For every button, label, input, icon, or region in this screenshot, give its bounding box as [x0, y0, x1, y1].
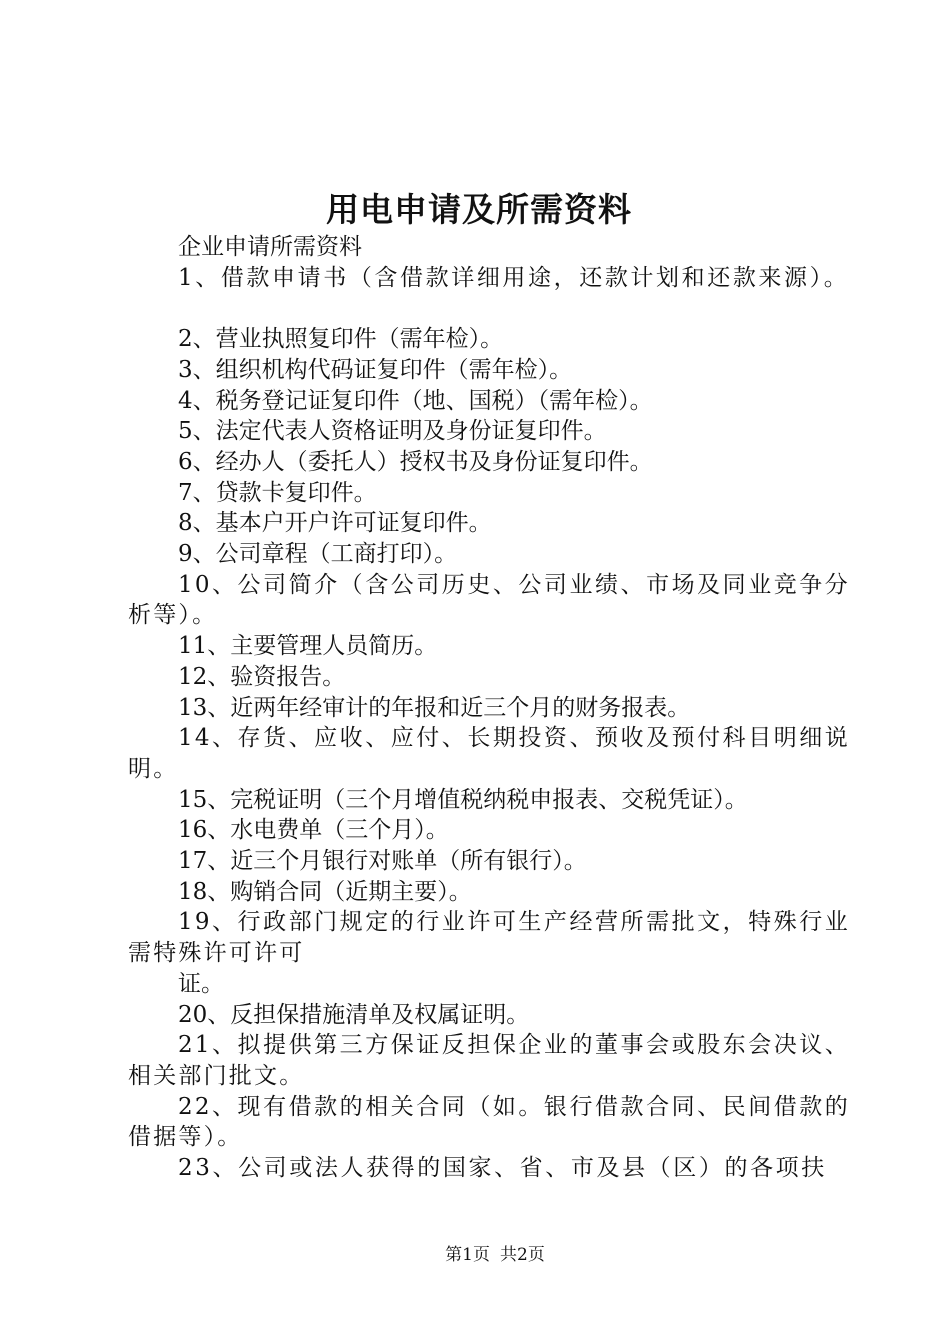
list-item: 21、拟提供第三方保证反担保企业的董事会或股东会决议、相关部门批文。	[128, 1032, 850, 1089]
list-item: 14、存货、应收、应付、长期投资、预收及预付科目明细说明。	[128, 725, 850, 782]
list-item: 1、借款申请书（含借款详细用途，还款计划和还款来源）。	[178, 264, 850, 291]
page-number: 第1页	[445, 1245, 490, 1265]
list-item: 13、近两年经审计的年报和近三个月的财务报表。	[178, 694, 691, 721]
list-item: 22、现有借款的相关合同（如。银行借款合同、民间借款的借据等）。	[128, 1093, 850, 1151]
list-item: 11、主要管理人员简历。	[178, 633, 438, 660]
list-item: 8、基本户开户许可证复印件。	[178, 510, 492, 537]
list-item: 5、法定代表人资格证明及身份证复印件。	[178, 418, 607, 445]
document-title: 用电申请及所需资料	[326, 190, 632, 229]
page-footer	[0, 1243, 950, 1267]
list-item: 6、经办人（委托人）授权书及身份证复印件。	[178, 448, 653, 475]
list-item: 17、近三个月银行对账单（所有银行）。	[178, 848, 587, 875]
list-item: 2、营业执照复印件（需年检）。	[178, 326, 504, 353]
list-item: 20、反担保措施清单及权属证明。	[178, 1001, 530, 1028]
document-body	[128, 232, 850, 1184]
list-item: 18、购销合同（近期主要）。	[178, 878, 472, 905]
section-heading: 企业申请所需资料	[178, 234, 362, 260]
list-item: 3、组织机构代码证复印件（需年检）。	[178, 356, 573, 383]
list-item: 4、税务登记证复印件（地、国税）（需年检）。	[178, 387, 653, 414]
list-item: 16、水电费单（三个月）。	[178, 817, 449, 844]
list-item: 10、公司简介（含公司历史、公司业绩、市场及同业竞争分析等）。	[128, 571, 850, 629]
list-item: 12、验资报告。	[178, 663, 346, 690]
list-item: 19、行政部门规定的行业许可生产经营所需批文，特殊行业需特殊许可许可	[128, 909, 850, 967]
list-item-continuation: 证。	[178, 970, 224, 997]
page-total: 共2页	[500, 1245, 545, 1265]
list-item: 7、贷款卡复印件。	[178, 479, 377, 506]
list-item: 23、公司或法人获得的国家、省、市及县（区）的各项扶	[178, 1155, 827, 1182]
list-item: 15、完税证明（三个月增值税纳税申报表、交税凭证）。	[178, 786, 748, 813]
list-item: 9、公司章程（工商打印）。	[178, 541, 458, 568]
